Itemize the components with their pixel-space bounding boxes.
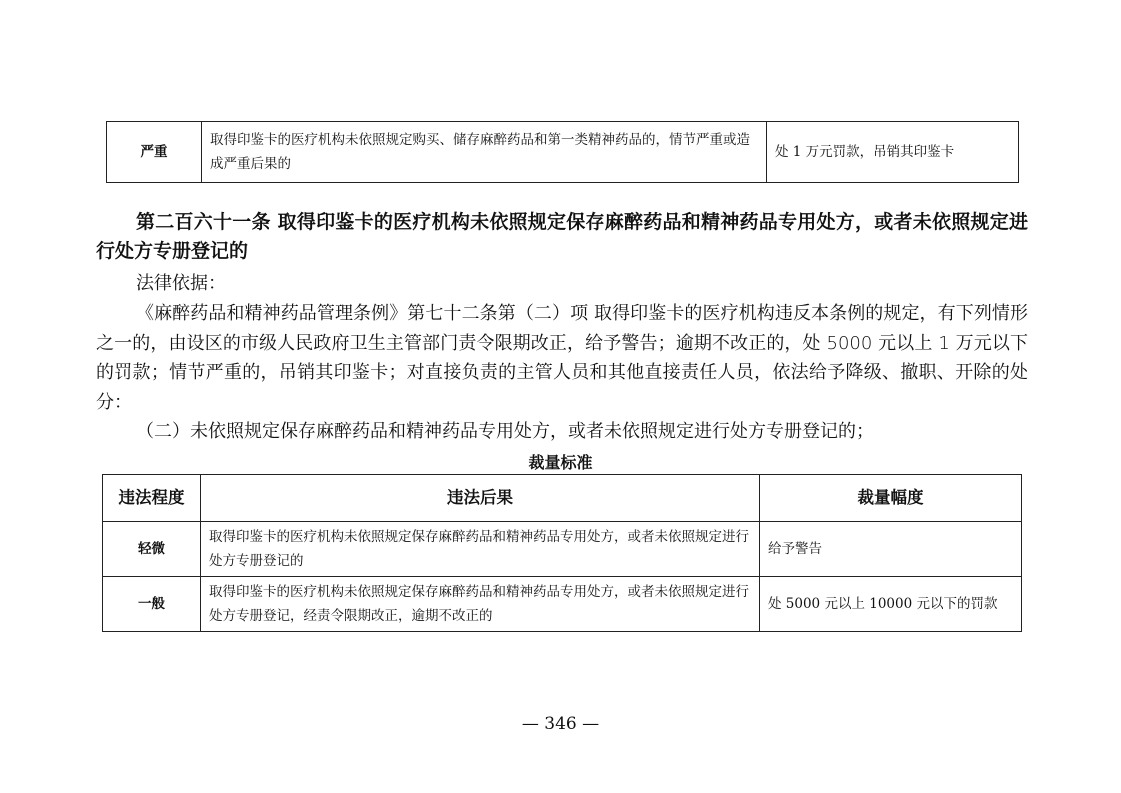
penalty-range: 给予警告 <box>760 522 1022 577</box>
column-header-level: 违法程度 <box>103 475 201 522</box>
table-header-row <box>103 475 1022 522</box>
column-header-consequence: 违法后果 <box>201 475 760 522</box>
column-header-penalty: 裁量幅度 <box>760 475 1022 522</box>
violation-consequence: 取得印鉴卡的医疗机构未依照规定保存麻醉药品和精神药品专用处方，或者未依照规定进行处方专册登记，经责令限期改正，逾期不改正的 <box>201 577 760 632</box>
violation-consequence: 取得印鉴卡的医疗机构未依照规定保存麻醉药品和精神药品专用处方，或者未依照规定进行处方专册登记的 <box>201 522 760 577</box>
prior-discretion-table <box>106 121 1019 183</box>
legal-basis-item: （二）未依照规定保存麻醉药品和精神药品专用处方，或者未依照规定进行处方专册登记的； <box>136 421 874 442</box>
violation-level: 严重 <box>107 122 202 183</box>
article-heading: 第二百六十一条 取得印鉴卡的医疗机构未依照规定保存麻醉药品和精神药品专用处方，或者未依照规定进行处方专册登记的 <box>96 211 1028 262</box>
violation-level: 轻微 <box>103 522 201 577</box>
table-row <box>103 577 1022 632</box>
penalty-range: 处 1 万元罚款，吊销其印鉴卡 <box>767 122 1019 183</box>
violation-level: 一般 <box>103 577 201 632</box>
penalty-range: 处 5000 元以上 10000 元以下的罚款 <box>760 577 1022 632</box>
legal-basis-label: 法律依据： <box>136 273 226 294</box>
table-row <box>107 122 1019 183</box>
legal-basis-text: 《麻醉药品和精神药品管理条例》第七十二条第（二）项 取得印鉴卡的医疗机构违反本条例的规定，有下列情形之一的，由设区的市级人民政府卫生主管部门责令限期改正，给予警告；逾期不改正的，处 5000 元以上 1 万元以下的罚款；情节严重的，吊销其印鉴卡；对直接负责的主管人员和其他直接责任人员，依法给予降级、撤职、开除的处分： <box>96 303 1028 413</box>
page-number: — 346 — <box>521 714 600 734</box>
violation-consequence: 取得印鉴卡的医疗机构未依照规定购买、储存麻醉药品和第一类精神药品的，情节严重或造成严重后果的 <box>202 122 767 183</box>
table-caption: 裁量标准 <box>528 453 593 472</box>
discretion-standard-table <box>102 474 1022 632</box>
table-row <box>103 522 1022 577</box>
